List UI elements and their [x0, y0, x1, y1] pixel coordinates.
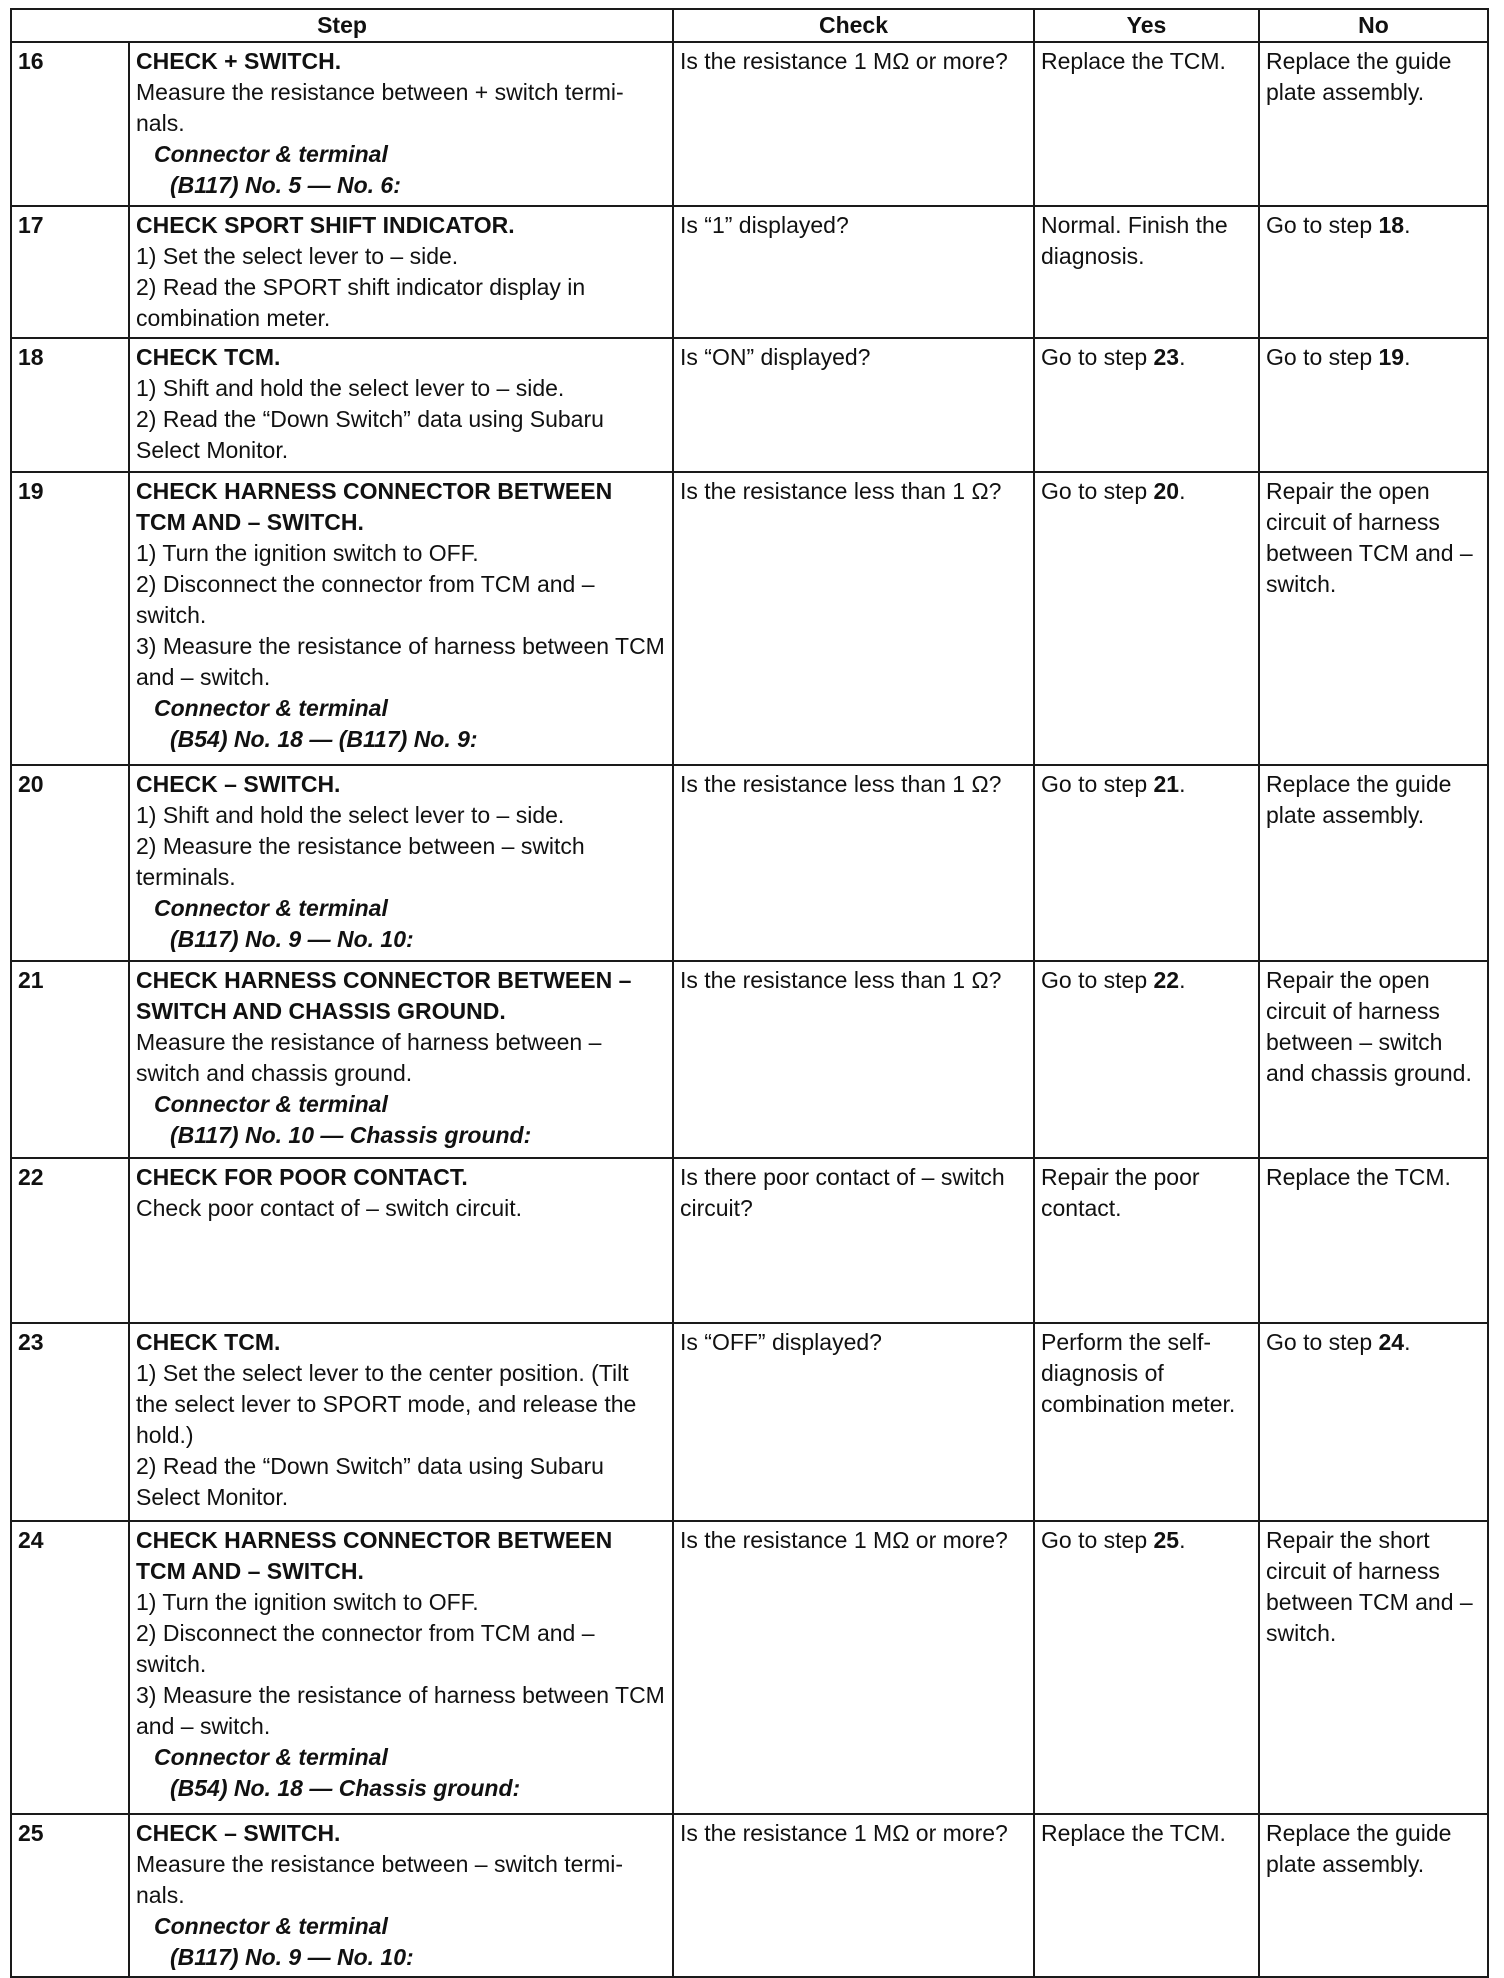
- step-number: 16: [11, 42, 129, 206]
- step-title: CHECK FOR POOR CONTACT.: [136, 1164, 468, 1190]
- yes-text: Go to step: [1041, 771, 1154, 797]
- table-row: [11, 472, 1488, 765]
- no-text: Repair the open circuit of harness between – switch and chassis ground.: [1266, 967, 1472, 1086]
- connector-terminal-value: (B117) No. 5 — No. 6:: [170, 172, 401, 198]
- header-row: [11, 9, 1488, 42]
- step-instruction: 1) Turn the ignition switch to OFF.: [136, 540, 479, 566]
- step-instruction: 1) Turn the ignition switch to OFF.: [136, 1589, 479, 1615]
- no-text: Go to step: [1266, 1329, 1379, 1355]
- step-cell: [129, 1814, 673, 1977]
- connector-terminal-value: (B117) No. 9 — No. 10:: [170, 926, 414, 952]
- yes-cell: [1034, 338, 1259, 472]
- step-cell: [129, 1158, 673, 1323]
- step-title: CHECK HARNESS CONNECTOR BETWEEN – SWITCH AND CHASSIS GROUND.: [136, 967, 632, 1024]
- table-row: [11, 1521, 1488, 1814]
- table-row: [11, 1323, 1488, 1521]
- table-body: [11, 42, 1488, 1977]
- no-cell: [1259, 1158, 1488, 1323]
- step-instruction: nals.: [136, 1882, 185, 1908]
- connector-terminal-value: (B54) No. 18 — (B117) No. 9:: [170, 726, 478, 752]
- step-cell: [129, 1323, 673, 1521]
- step-instruction: 1) Shift and hold the select lever to – side.: [136, 375, 565, 401]
- no-step-number: 24: [1378, 1329, 1405, 1355]
- step-instruction: 1) Shift and hold the select lever to – side.: [136, 802, 565, 828]
- yes-text: Replace the TCM.: [1041, 48, 1226, 74]
- yes-step-number: 21: [1153, 771, 1180, 797]
- yes-text: Repair the poor contact.: [1041, 1164, 1200, 1221]
- connector-terminal-label: Connector & terminal: [154, 1913, 388, 1939]
- connector-terminal-label: Connector & terminal: [154, 141, 388, 167]
- check-cell: Is “ON” displayed?: [673, 338, 1034, 472]
- no-cell: [1259, 961, 1488, 1158]
- step-instruction: Measure the resistance between + switch termi-: [136, 79, 624, 105]
- no-text: Repair the open circuit of harness between TCM and – switch.: [1266, 478, 1473, 597]
- yes-cell: [1034, 1814, 1259, 1977]
- no-cell: [1259, 765, 1488, 961]
- yes-cell: [1034, 42, 1259, 206]
- no-text: Repair the short circuit of harness between TCM and – switch.: [1266, 1527, 1473, 1646]
- header-no: No: [1259, 9, 1488, 42]
- step-number: 21: [11, 961, 129, 1158]
- step-instruction: 2) Read the SPORT shift indicator display in combination meter.: [136, 274, 586, 331]
- step-cell: [129, 338, 673, 472]
- step-title: CHECK – SWITCH.: [136, 1820, 341, 1846]
- check-cell: Is the resistance less than 1 Ω?: [673, 961, 1034, 1158]
- connector-terminal-label: Connector & terminal: [154, 1744, 388, 1770]
- yes-text: Normal. Finish the diagnosis.: [1041, 212, 1228, 269]
- header-step: Step: [11, 9, 673, 42]
- diagnostic-table: [10, 8, 1489, 1978]
- no-text: Go to step: [1266, 344, 1379, 370]
- yes-text: Perform the self-diagnosis of combination meter.: [1041, 1329, 1236, 1417]
- check-cell: Is the resistance 1 MΩ or more?: [673, 1521, 1034, 1814]
- yes-cell: [1034, 1521, 1259, 1814]
- step-cell: [129, 42, 673, 206]
- table-row: [11, 961, 1488, 1158]
- no-step-number: 18: [1378, 212, 1405, 238]
- no-step-number: 19: [1378, 344, 1405, 370]
- step-number: 18: [11, 338, 129, 472]
- step-instruction: Measure the resistance between – switch termi-: [136, 1851, 624, 1877]
- step-instruction: 2) Read the “Down Switch” data using Subaru Select Monitor.: [136, 1453, 604, 1510]
- step-title: CHECK HARNESS CONNECTOR BETWEEN TCM AND – SWITCH.: [136, 478, 613, 535]
- step-instruction: 2) Disconnect the connector from TCM and – switch.: [136, 1620, 595, 1677]
- yes-cell: [1034, 1323, 1259, 1521]
- no-cell: [1259, 42, 1488, 206]
- yes-suffix: .: [1179, 1527, 1186, 1553]
- step-number: 20: [11, 765, 129, 961]
- step-instruction: 3) Measure the resistance of harness between TCM and – switch.: [136, 633, 665, 690]
- no-suffix: .: [1404, 344, 1411, 370]
- step-number: 24: [11, 1521, 129, 1814]
- table-row: [11, 42, 1488, 206]
- no-text: Replace the guide plate assembly.: [1266, 48, 1452, 105]
- step-title: CHECK SPORT SHIFT INDICATOR.: [136, 212, 515, 238]
- table-row: [11, 765, 1488, 961]
- connector-terminal-value: (B54) No. 18 — Chassis ground:: [170, 1775, 521, 1801]
- connector-terminal-label: Connector & terminal: [154, 1091, 388, 1117]
- step-instruction: 2) Disconnect the connector from TCM and – switch.: [136, 571, 595, 628]
- step-instruction: Check poor contact of – switch circuit.: [136, 1195, 523, 1221]
- step-instruction: 1) Set the select lever to the center position. (Tilt the select lever to SPORT mode, and release the hold.): [136, 1360, 637, 1448]
- step-cell: [129, 206, 673, 338]
- yes-step-number: 25: [1153, 1527, 1180, 1553]
- no-cell: [1259, 1521, 1488, 1814]
- check-cell: Is the resistance 1 MΩ or more?: [673, 1814, 1034, 1977]
- no-cell: [1259, 338, 1488, 472]
- step-instruction: 3) Measure the resistance of harness between TCM and – switch.: [136, 1682, 665, 1739]
- no-cell: [1259, 472, 1488, 765]
- connector-terminal-value: (B117) No. 10 — Chassis ground:: [170, 1122, 532, 1148]
- step-title: CHECK – SWITCH.: [136, 771, 341, 797]
- step-title: CHECK + SWITCH.: [136, 48, 342, 74]
- yes-text: Go to step: [1041, 344, 1154, 370]
- step-number: 17: [11, 206, 129, 338]
- yes-step-number: 22: [1153, 967, 1180, 993]
- check-cell: Is the resistance less than 1 Ω?: [673, 472, 1034, 765]
- step-instruction: Measure the resistance of harness between – switch and chassis ground.: [136, 1029, 602, 1086]
- step-title: CHECK TCM.: [136, 1329, 281, 1355]
- yes-cell: [1034, 472, 1259, 765]
- table-row: [11, 206, 1488, 338]
- yes-suffix: .: [1179, 967, 1186, 993]
- no-text: Go to step: [1266, 212, 1379, 238]
- step-title: CHECK TCM.: [136, 344, 281, 370]
- connector-terminal-value: (B117) No. 9 — No. 10:: [170, 1944, 414, 1970]
- table-row: [11, 338, 1488, 472]
- connector-terminal-label: Connector & terminal: [154, 895, 388, 921]
- step-cell: [129, 961, 673, 1158]
- check-cell: Is the resistance 1 MΩ or more?: [673, 42, 1034, 206]
- table-row: [11, 1158, 1488, 1323]
- no-text: Replace the guide plate assembly.: [1266, 1820, 1452, 1877]
- yes-text: Go to step: [1041, 478, 1154, 504]
- no-text: Replace the TCM.: [1266, 1164, 1451, 1190]
- no-cell: [1259, 1323, 1488, 1521]
- header-check: Check: [673, 9, 1034, 42]
- yes-suffix: .: [1179, 344, 1186, 370]
- no-text: Replace the guide plate assembly.: [1266, 771, 1452, 828]
- connector-terminal-label: Connector & terminal: [154, 695, 388, 721]
- check-cell: Is “OFF” displayed?: [673, 1323, 1034, 1521]
- yes-text: Go to step: [1041, 1527, 1154, 1553]
- no-suffix: .: [1404, 1329, 1411, 1355]
- step-number: 25: [11, 1814, 129, 1977]
- check-cell: Is the resistance less than 1 Ω?: [673, 765, 1034, 961]
- yes-cell: [1034, 206, 1259, 338]
- step-instruction: 1) Set the select lever to – side.: [136, 243, 459, 269]
- step-instruction: 2) Measure the resistance between – switch terminals.: [136, 833, 585, 890]
- step-cell: [129, 472, 673, 765]
- step-number: 19: [11, 472, 129, 765]
- yes-text: Replace the TCM.: [1041, 1820, 1226, 1846]
- step-number: 23: [11, 1323, 129, 1521]
- table-row: [11, 1814, 1488, 1977]
- yes-step-number: 20: [1153, 478, 1180, 504]
- step-number: 22: [11, 1158, 129, 1323]
- check-cell: Is “1” displayed?: [673, 206, 1034, 338]
- yes-suffix: .: [1179, 478, 1186, 504]
- yes-cell: [1034, 961, 1259, 1158]
- step-instruction: 2) Read the “Down Switch” data using Subaru Select Monitor.: [136, 406, 604, 463]
- no-cell: [1259, 1814, 1488, 1977]
- yes-suffix: .: [1179, 771, 1186, 797]
- yes-cell: [1034, 765, 1259, 961]
- no-suffix: .: [1404, 212, 1411, 238]
- yes-step-number: 23: [1153, 344, 1180, 370]
- header-yes: Yes: [1034, 9, 1259, 42]
- step-instruction: nals.: [136, 110, 185, 136]
- check-cell: Is there poor contact of – switch circuit?: [673, 1158, 1034, 1323]
- yes-cell: [1034, 1158, 1259, 1323]
- step-cell: [129, 1521, 673, 1814]
- no-cell: [1259, 206, 1488, 338]
- yes-text: Go to step: [1041, 967, 1154, 993]
- step-title: CHECK HARNESS CONNECTOR BETWEEN TCM AND – SWITCH.: [136, 1527, 613, 1584]
- step-cell: [129, 765, 673, 961]
